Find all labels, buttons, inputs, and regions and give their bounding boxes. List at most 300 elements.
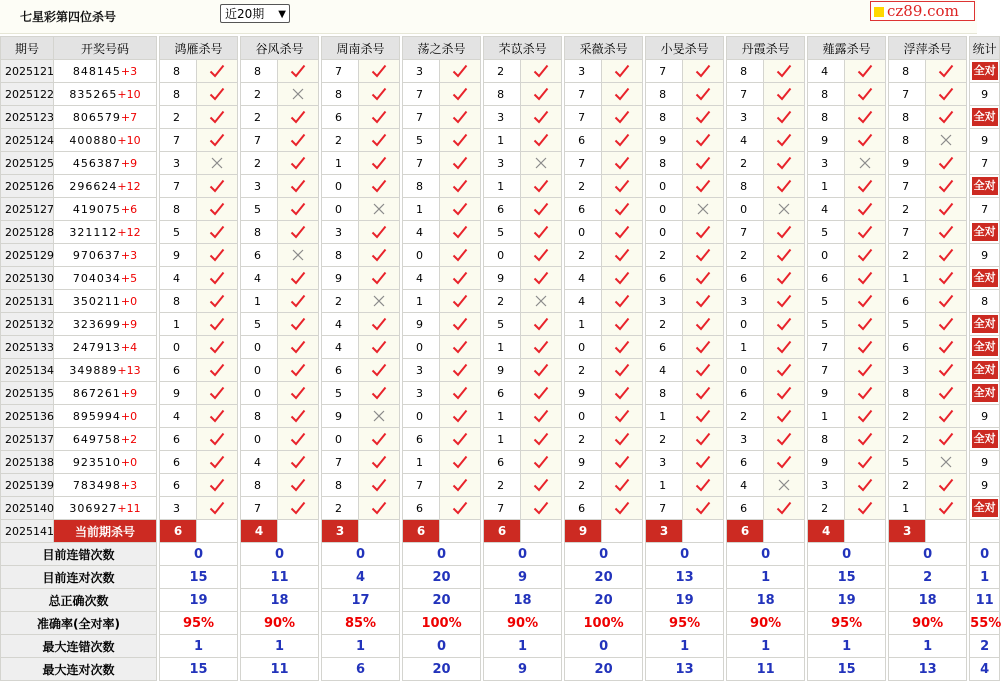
cross-icon — [764, 198, 805, 221]
period-range-select[interactable] — [220, 4, 290, 23]
summary-value: 0 — [565, 635, 643, 658]
kill-number-cell: 8 — [160, 83, 197, 106]
all-correct-badge: 全对 — [972, 338, 998, 356]
check-icon — [926, 175, 967, 198]
kill-number-cell: 0 — [241, 382, 278, 405]
kill-number-cell: 0 — [403, 405, 440, 428]
period-cell: 2025134 — [1, 359, 54, 382]
summary-value: 13 — [889, 658, 967, 681]
kill-number-cell: 2 — [727, 152, 764, 175]
table-row — [1, 382, 1000, 405]
kill-number-cell: 7 — [241, 497, 278, 520]
kill-number-cell: 8 — [646, 382, 683, 405]
period-cell: 2025138 — [1, 451, 54, 474]
check-icon — [197, 175, 238, 198]
summary-value: 95% — [646, 612, 724, 635]
kill-number-cell: 9 — [565, 382, 602, 405]
period-cell: 2025126 — [1, 175, 54, 198]
check-icon — [683, 60, 724, 83]
draw-sum: +6 — [120, 202, 138, 216]
period-cell: 2025125 — [1, 152, 54, 175]
kill-number-cell: 0 — [646, 221, 683, 244]
stat-cell — [970, 267, 1000, 290]
kill-number-cell: 1 — [808, 175, 845, 198]
kill-number-cell: 1 — [646, 474, 683, 497]
check-icon — [359, 221, 400, 244]
current-kill-empty — [845, 520, 886, 543]
kill-number-cell: 1 — [160, 313, 197, 336]
check-icon — [764, 106, 805, 129]
summary-value: 1 — [160, 635, 238, 658]
summary-label: 准确率(全对率) — [1, 612, 157, 635]
check-icon — [602, 336, 643, 359]
kill-number-cell: 2 — [889, 244, 926, 267]
cross-icon — [521, 290, 562, 313]
check-icon — [845, 129, 886, 152]
kill-number-cell: 3 — [727, 290, 764, 313]
kill-number-cell: 5 — [808, 313, 845, 336]
stat-cell: 7 — [970, 152, 1000, 175]
kill-number-cell: 2 — [889, 198, 926, 221]
kill-number-cell: 0 — [322, 175, 359, 198]
kill-number-cell: 4 — [403, 267, 440, 290]
stat-cell: 9 — [970, 129, 1000, 152]
kill-number-cell: 7 — [160, 129, 197, 152]
check-icon — [764, 382, 805, 405]
summary-value: 0 — [484, 543, 562, 566]
kill-number-cell: 4 — [241, 267, 278, 290]
summary-row — [1, 543, 1000, 566]
kill-number-cell: 0 — [241, 359, 278, 382]
check-icon — [440, 359, 481, 382]
table-row — [1, 129, 1000, 152]
check-icon — [602, 175, 643, 198]
draw-sum: +3 — [120, 478, 138, 492]
kill-number-cell: 4 — [808, 198, 845, 221]
check-icon — [440, 60, 481, 83]
draw-sum: +10 — [117, 87, 141, 101]
kill-number-cell: 9 — [160, 244, 197, 267]
current-kill-number: 6 — [403, 520, 440, 543]
kill-number-cell: 6 — [160, 428, 197, 451]
check-icon — [359, 451, 400, 474]
all-correct-badge: 全对 — [972, 361, 998, 379]
kill-number-cell: 2 — [565, 474, 602, 497]
check-icon — [521, 497, 562, 520]
kill-number-cell: 7 — [727, 83, 764, 106]
draw-digits: 296624 — [69, 179, 118, 193]
check-icon — [683, 221, 724, 244]
check-icon — [440, 428, 481, 451]
summary-value: 20 — [565, 589, 643, 612]
kill-number-cell: 3 — [160, 152, 197, 175]
summary-value: 11 — [241, 658, 319, 681]
kill-number-cell: 7 — [160, 175, 197, 198]
draw-digits: 456387 — [72, 156, 121, 170]
check-icon — [521, 129, 562, 152]
check-icon — [278, 106, 319, 129]
draw-digits: 247913 — [72, 340, 121, 354]
summary-value: 95% — [160, 612, 238, 635]
summary-value: 0 — [403, 635, 481, 658]
check-icon — [602, 382, 643, 405]
check-icon — [278, 221, 319, 244]
table-row — [1, 428, 1000, 451]
kill-number-cell: 6 — [484, 451, 521, 474]
column-header-expert: 薤露杀号 — [808, 37, 886, 60]
summary-value: 90% — [727, 612, 805, 635]
top-bar — [0, 0, 977, 34]
kill-number-cell: 7 — [241, 129, 278, 152]
check-icon — [521, 474, 562, 497]
kill-number-cell: 9 — [484, 359, 521, 382]
check-icon — [764, 451, 805, 474]
kill-number-cell: 1 — [403, 290, 440, 313]
check-icon — [197, 106, 238, 129]
kill-number-cell: 7 — [565, 106, 602, 129]
kill-number-cell: 8 — [403, 175, 440, 198]
kill-number-cell: 7 — [565, 152, 602, 175]
check-icon — [683, 313, 724, 336]
check-icon — [764, 175, 805, 198]
column-header-expert: 周南杀号 — [322, 37, 400, 60]
period-cell: 2025133 — [1, 336, 54, 359]
check-icon — [521, 313, 562, 336]
check-icon — [197, 359, 238, 382]
column-header-expert: 小旻杀号 — [646, 37, 724, 60]
check-icon — [197, 313, 238, 336]
kill-number-cell: 7 — [889, 83, 926, 106]
table-row — [1, 313, 1000, 336]
check-icon — [440, 106, 481, 129]
kill-number-cell: 9 — [565, 451, 602, 474]
check-icon — [845, 106, 886, 129]
summary-value: 20 — [403, 589, 481, 612]
summary-value: 4 — [322, 566, 400, 589]
summary-value: 2 — [970, 635, 1000, 658]
check-icon — [602, 290, 643, 313]
current-kill-number: 6 — [727, 520, 764, 543]
kill-number-cell: 4 — [322, 313, 359, 336]
draw-number-cell — [54, 83, 157, 106]
stat-cell: 9 — [970, 474, 1000, 497]
check-icon — [359, 313, 400, 336]
kill-number-cell: 2 — [565, 359, 602, 382]
kill-number-cell: 8 — [889, 60, 926, 83]
period-cell: 2025132 — [1, 313, 54, 336]
check-icon — [845, 428, 886, 451]
summary-value: 11 — [241, 566, 319, 589]
check-icon — [683, 336, 724, 359]
period-cell: 2025135 — [1, 382, 54, 405]
check-icon — [278, 428, 319, 451]
check-icon — [359, 244, 400, 267]
chevron-down-icon: ▼ — [278, 9, 286, 20]
stat-cell — [970, 175, 1000, 198]
check-icon — [602, 244, 643, 267]
draw-number-cell — [54, 221, 157, 244]
kill-number-cell: 0 — [727, 359, 764, 382]
kill-number-cell: 2 — [241, 106, 278, 129]
kill-number-cell: 8 — [808, 83, 845, 106]
summary-value: 6 — [322, 658, 400, 681]
kill-number-cell: 8 — [484, 83, 521, 106]
check-icon — [440, 244, 481, 267]
kill-number-cell: 7 — [727, 221, 764, 244]
summary-row — [1, 635, 1000, 658]
check-icon — [521, 359, 562, 382]
check-icon — [683, 382, 724, 405]
kill-number-cell: 2 — [241, 83, 278, 106]
check-icon — [602, 474, 643, 497]
kill-number-cell: 0 — [322, 428, 359, 451]
summary-value: 15 — [160, 658, 238, 681]
summary-value: 90% — [484, 612, 562, 635]
draw-number-cell — [54, 267, 157, 290]
kill-number-cell: 6 — [727, 267, 764, 290]
kill-number-cell: 0 — [727, 313, 764, 336]
period-cell: 2025129 — [1, 244, 54, 267]
check-icon — [926, 405, 967, 428]
check-icon — [521, 405, 562, 428]
column-header-expert: 谷风杀号 — [241, 37, 319, 60]
draw-digits: 806579 — [72, 110, 121, 124]
check-icon — [521, 83, 562, 106]
current-kill-empty — [197, 520, 238, 543]
draw-number-cell — [54, 290, 157, 313]
check-icon — [278, 267, 319, 290]
check-icon — [197, 267, 238, 290]
check-icon — [440, 497, 481, 520]
kill-number-cell: 1 — [484, 336, 521, 359]
kill-number-cell: 7 — [646, 60, 683, 83]
check-icon — [683, 405, 724, 428]
draw-number-cell — [54, 106, 157, 129]
cross-icon — [278, 244, 319, 267]
kill-number-cell: 8 — [160, 290, 197, 313]
summary-value: 1 — [322, 635, 400, 658]
site-logo[interactable] — [870, 1, 975, 21]
check-icon — [926, 313, 967, 336]
summary-value: 85% — [322, 612, 400, 635]
check-icon — [602, 198, 643, 221]
check-icon — [521, 428, 562, 451]
column-header-period: 期号 — [1, 37, 54, 60]
kill-number-cell: 1 — [403, 451, 440, 474]
period-cell: 2025121 — [1, 60, 54, 83]
check-icon — [764, 336, 805, 359]
draw-number-cell — [54, 313, 157, 336]
summary-value: 1 — [241, 635, 319, 658]
kill-number-cell: 8 — [808, 428, 845, 451]
kill-number-cell: 1 — [889, 497, 926, 520]
period-cell: 2025122 — [1, 83, 54, 106]
check-icon — [926, 290, 967, 313]
summary-row — [1, 589, 1000, 612]
kill-number-cell: 6 — [565, 198, 602, 221]
period-range-value: 近20期 — [225, 7, 265, 21]
kill-number-cell: 8 — [322, 83, 359, 106]
kill-number-cell: 8 — [889, 382, 926, 405]
summary-value: 18 — [484, 589, 562, 612]
kill-number-cell: 6 — [808, 267, 845, 290]
table-row — [1, 359, 1000, 382]
summary-label: 目前连对次数 — [1, 566, 157, 589]
check-icon — [278, 290, 319, 313]
summary-value: 1 — [889, 635, 967, 658]
kill-number-cell: 7 — [403, 83, 440, 106]
check-icon — [845, 60, 886, 83]
check-icon — [197, 83, 238, 106]
draw-digits: 867261 — [72, 386, 121, 400]
kill-number-cell: 1 — [322, 152, 359, 175]
current-kill-empty — [926, 520, 967, 543]
logo-text: cz89.com — [887, 2, 959, 20]
kill-number-cell: 9 — [889, 152, 926, 175]
check-icon — [845, 405, 886, 428]
current-kill-number: 3 — [646, 520, 683, 543]
kill-number-cell: 1 — [484, 428, 521, 451]
check-icon — [845, 221, 886, 244]
check-icon — [845, 382, 886, 405]
check-icon — [845, 83, 886, 106]
kill-number-cell: 0 — [241, 428, 278, 451]
summary-value: 0 — [970, 543, 1000, 566]
table-row — [1, 244, 1000, 267]
kill-number-cell: 6 — [160, 359, 197, 382]
current-kill-number: 4 — [808, 520, 845, 543]
kill-number-cell: 5 — [241, 198, 278, 221]
draw-digits: 895994 — [72, 409, 121, 423]
check-icon — [845, 244, 886, 267]
kill-number-cell: 4 — [727, 474, 764, 497]
kill-number-cell: 8 — [646, 83, 683, 106]
period-cell: 2025130 — [1, 267, 54, 290]
check-icon — [521, 106, 562, 129]
check-icon — [440, 129, 481, 152]
all-correct-badge: 全对 — [972, 108, 998, 126]
check-icon — [521, 221, 562, 244]
summary-value: 20 — [403, 658, 481, 681]
kill-number-cell: 8 — [241, 60, 278, 83]
summary-value: 20 — [565, 658, 643, 681]
column-header-stat: 统计 — [970, 37, 1000, 60]
kill-number-cell: 5 — [484, 313, 521, 336]
kill-number-cell: 1 — [889, 267, 926, 290]
check-icon — [440, 198, 481, 221]
check-icon — [683, 451, 724, 474]
kill-number-cell: 4 — [322, 336, 359, 359]
cross-icon — [359, 198, 400, 221]
cross-icon — [926, 129, 967, 152]
kill-number-cell: 2 — [727, 244, 764, 267]
draw-sum: +9 — [120, 156, 138, 170]
column-header-expert: 浮萍杀号 — [889, 37, 967, 60]
kill-number-cell: 9 — [403, 313, 440, 336]
summary-value: 9 — [484, 566, 562, 589]
cross-icon — [845, 152, 886, 175]
summary-value: 20 — [565, 566, 643, 589]
check-icon — [764, 405, 805, 428]
kill-number-cell: 3 — [484, 152, 521, 175]
kill-number-cell: 2 — [889, 405, 926, 428]
kill-number-cell: 3 — [403, 359, 440, 382]
kill-number-cell: 4 — [727, 129, 764, 152]
check-icon — [197, 474, 238, 497]
kill-number-cell: 2 — [484, 290, 521, 313]
kill-number-cell: 7 — [403, 106, 440, 129]
current-kill-empty — [521, 520, 562, 543]
kill-number-cell: 0 — [322, 198, 359, 221]
kill-number-cell: 8 — [241, 405, 278, 428]
check-icon — [602, 313, 643, 336]
summary-value: 2 — [889, 566, 967, 589]
check-icon — [359, 60, 400, 83]
stat-cell: 9 — [970, 451, 1000, 474]
draw-number-cell — [54, 497, 157, 520]
draw-sum: +10 — [117, 133, 141, 147]
stat-cell: 7 — [970, 198, 1000, 221]
summary-value: 15 — [808, 658, 886, 681]
summary-value: 15 — [160, 566, 238, 589]
kill-number-cell: 3 — [484, 106, 521, 129]
kill-number-cell: 8 — [808, 106, 845, 129]
check-icon — [440, 382, 481, 405]
kill-number-cell: 9 — [322, 405, 359, 428]
kill-number-cell: 2 — [565, 244, 602, 267]
table-row — [1, 175, 1000, 198]
kill-number-cell: 2 — [727, 405, 764, 428]
kill-number-cell: 6 — [646, 336, 683, 359]
kill-number-cell: 2 — [565, 175, 602, 198]
summary-value: 90% — [889, 612, 967, 635]
column-header-expert: 采薇杀号 — [565, 37, 643, 60]
check-icon — [602, 267, 643, 290]
check-icon — [359, 336, 400, 359]
draw-number-cell — [54, 405, 157, 428]
check-icon — [278, 198, 319, 221]
check-icon — [683, 175, 724, 198]
check-icon — [602, 359, 643, 382]
draw-digits: 306927 — [69, 501, 118, 515]
kill-number-cell: 6 — [484, 198, 521, 221]
draw-sum: +3 — [120, 64, 138, 78]
draw-number-cell — [54, 175, 157, 198]
check-icon — [764, 60, 805, 83]
draw-sum: +0 — [120, 455, 138, 469]
draw-number-cell — [54, 359, 157, 382]
check-icon — [359, 129, 400, 152]
summary-value: 18 — [241, 589, 319, 612]
kill-number-cell: 8 — [727, 175, 764, 198]
check-icon — [845, 267, 886, 290]
check-icon — [440, 405, 481, 428]
kill-number-cell: 6 — [727, 497, 764, 520]
check-icon — [845, 451, 886, 474]
all-correct-badge: 全对 — [972, 499, 998, 517]
draw-number-cell — [54, 244, 157, 267]
draw-number-cell — [54, 336, 157, 359]
kill-number-cell: 8 — [727, 60, 764, 83]
period-cell: 2025136 — [1, 405, 54, 428]
stat-cell — [970, 313, 1000, 336]
check-icon — [278, 359, 319, 382]
check-icon — [683, 129, 724, 152]
period-cell: 2025131 — [1, 290, 54, 313]
kill-number-cell: 6 — [484, 382, 521, 405]
check-icon — [359, 83, 400, 106]
check-icon — [197, 336, 238, 359]
